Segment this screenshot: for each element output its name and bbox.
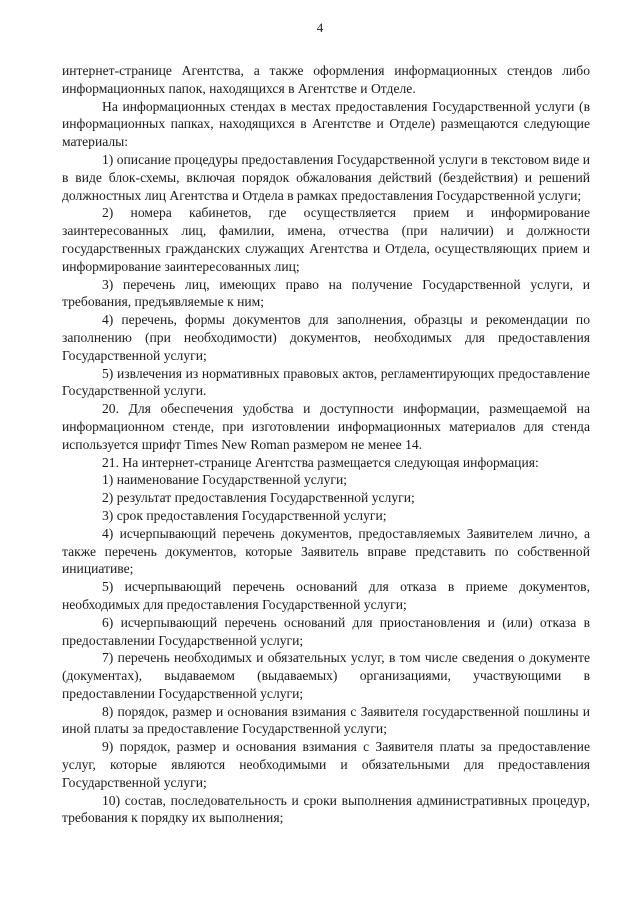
paragraph: 4) исчерпывающий перечень документов, предоставляемых Заявителем лично, а также перечень документов, которые Заявитель вправе представить по собственной инициативе; <box>62 525 590 577</box>
document-body <box>62 62 590 827</box>
paragraph: интернет-странице Агентства, а также оформления информационных стендов либо информационных папок, находящихся в Агентстве и Отделе. <box>62 63 590 96</box>
paragraph: 9) порядок, размер и основания взимания с Заявителя платы за предоставление услуг, которые являются необходимыми и обязательными для предоставления Государственной услуги; <box>62 739 590 790</box>
paragraph: 3) перечень лиц, имеющих право на получение Государственной услуги, и требования, предъявляемые к ним; <box>62 276 590 310</box>
paragraph: 2) номера кабинетов, где осуществляется прием и информирование заинтересованных лиц, фамилии, имена, отчества (при наличии) и должности государственных гражданских служащих Агентства и Отдела, осуществляющих прием и информирование заинтересованных лиц; <box>62 205 590 274</box>
paragraph: На информационных стендах в местах предоставления Государственной услуги (в информационных папках, находящихся в Агентстве и Отделе) размещаются следующие материалы: <box>62 98 590 150</box>
paragraph: 5) исчерпывающий перечень оснований для отказа в приеме документов, необходимых для предоставления Государственной услуги; <box>62 579 590 612</box>
paragraph: 1) описание процедуры предоставления Государственной услуги в текстовом виде и в виде блок-схемы, включая порядок обжалования действий (бездействия) и решений должностных лиц Агентства и Отдела в рамках предоставления Государственной услуги; <box>62 151 590 203</box>
paragraph: 20. Для обеспечения удобства и доступности информации, размещаемой на информационном стенде, при изготовлении информационных материалов для стенда используется шрифт Times New Roman размером не менее 14. <box>62 401 590 452</box>
paragraph: 6) исчерпывающий перечень оснований для приостановления и (или) отказа в предоставлении Государственной услуги; <box>62 614 590 648</box>
page-number: 4 <box>316 20 324 35</box>
paragraph: 2) результат предоставления Государственной услуги; <box>102 490 415 506</box>
paragraph: 4) перечень, формы документов для заполнения, образцы и рекомендации по заполнению (при необходимости) документов, необходимых для предоставления Государственной услуги; <box>62 312 590 363</box>
paragraph: 10) состав, последовательность и сроки выполнения административных процедур, требования к порядку их выполнения; <box>62 792 590 826</box>
paragraph: 3) срок предоставления Государственной услуги; <box>102 507 387 523</box>
paragraph: 5) извлечения из нормативных правовых актов, регламентирующих предоставление Государственной услуги. <box>62 365 590 399</box>
paragraph: 1) наименование Государственной услуги; <box>102 472 348 488</box>
paragraph: 8) порядок, размер и основания взимания с Заявителя государственной пошлины и иной платы за предоставление Государственной услуги; <box>62 703 590 737</box>
paragraph: 7) перечень необходимых и обязательных услуг, в том числе сведения о документе (документах), выдаваемом (выдаваемых) организациями, участвующими в предоставлении Государственной услуги; <box>62 650 590 701</box>
paragraph: 21. На интернет-странице Агентства размещается следующая информация: <box>102 454 539 470</box>
